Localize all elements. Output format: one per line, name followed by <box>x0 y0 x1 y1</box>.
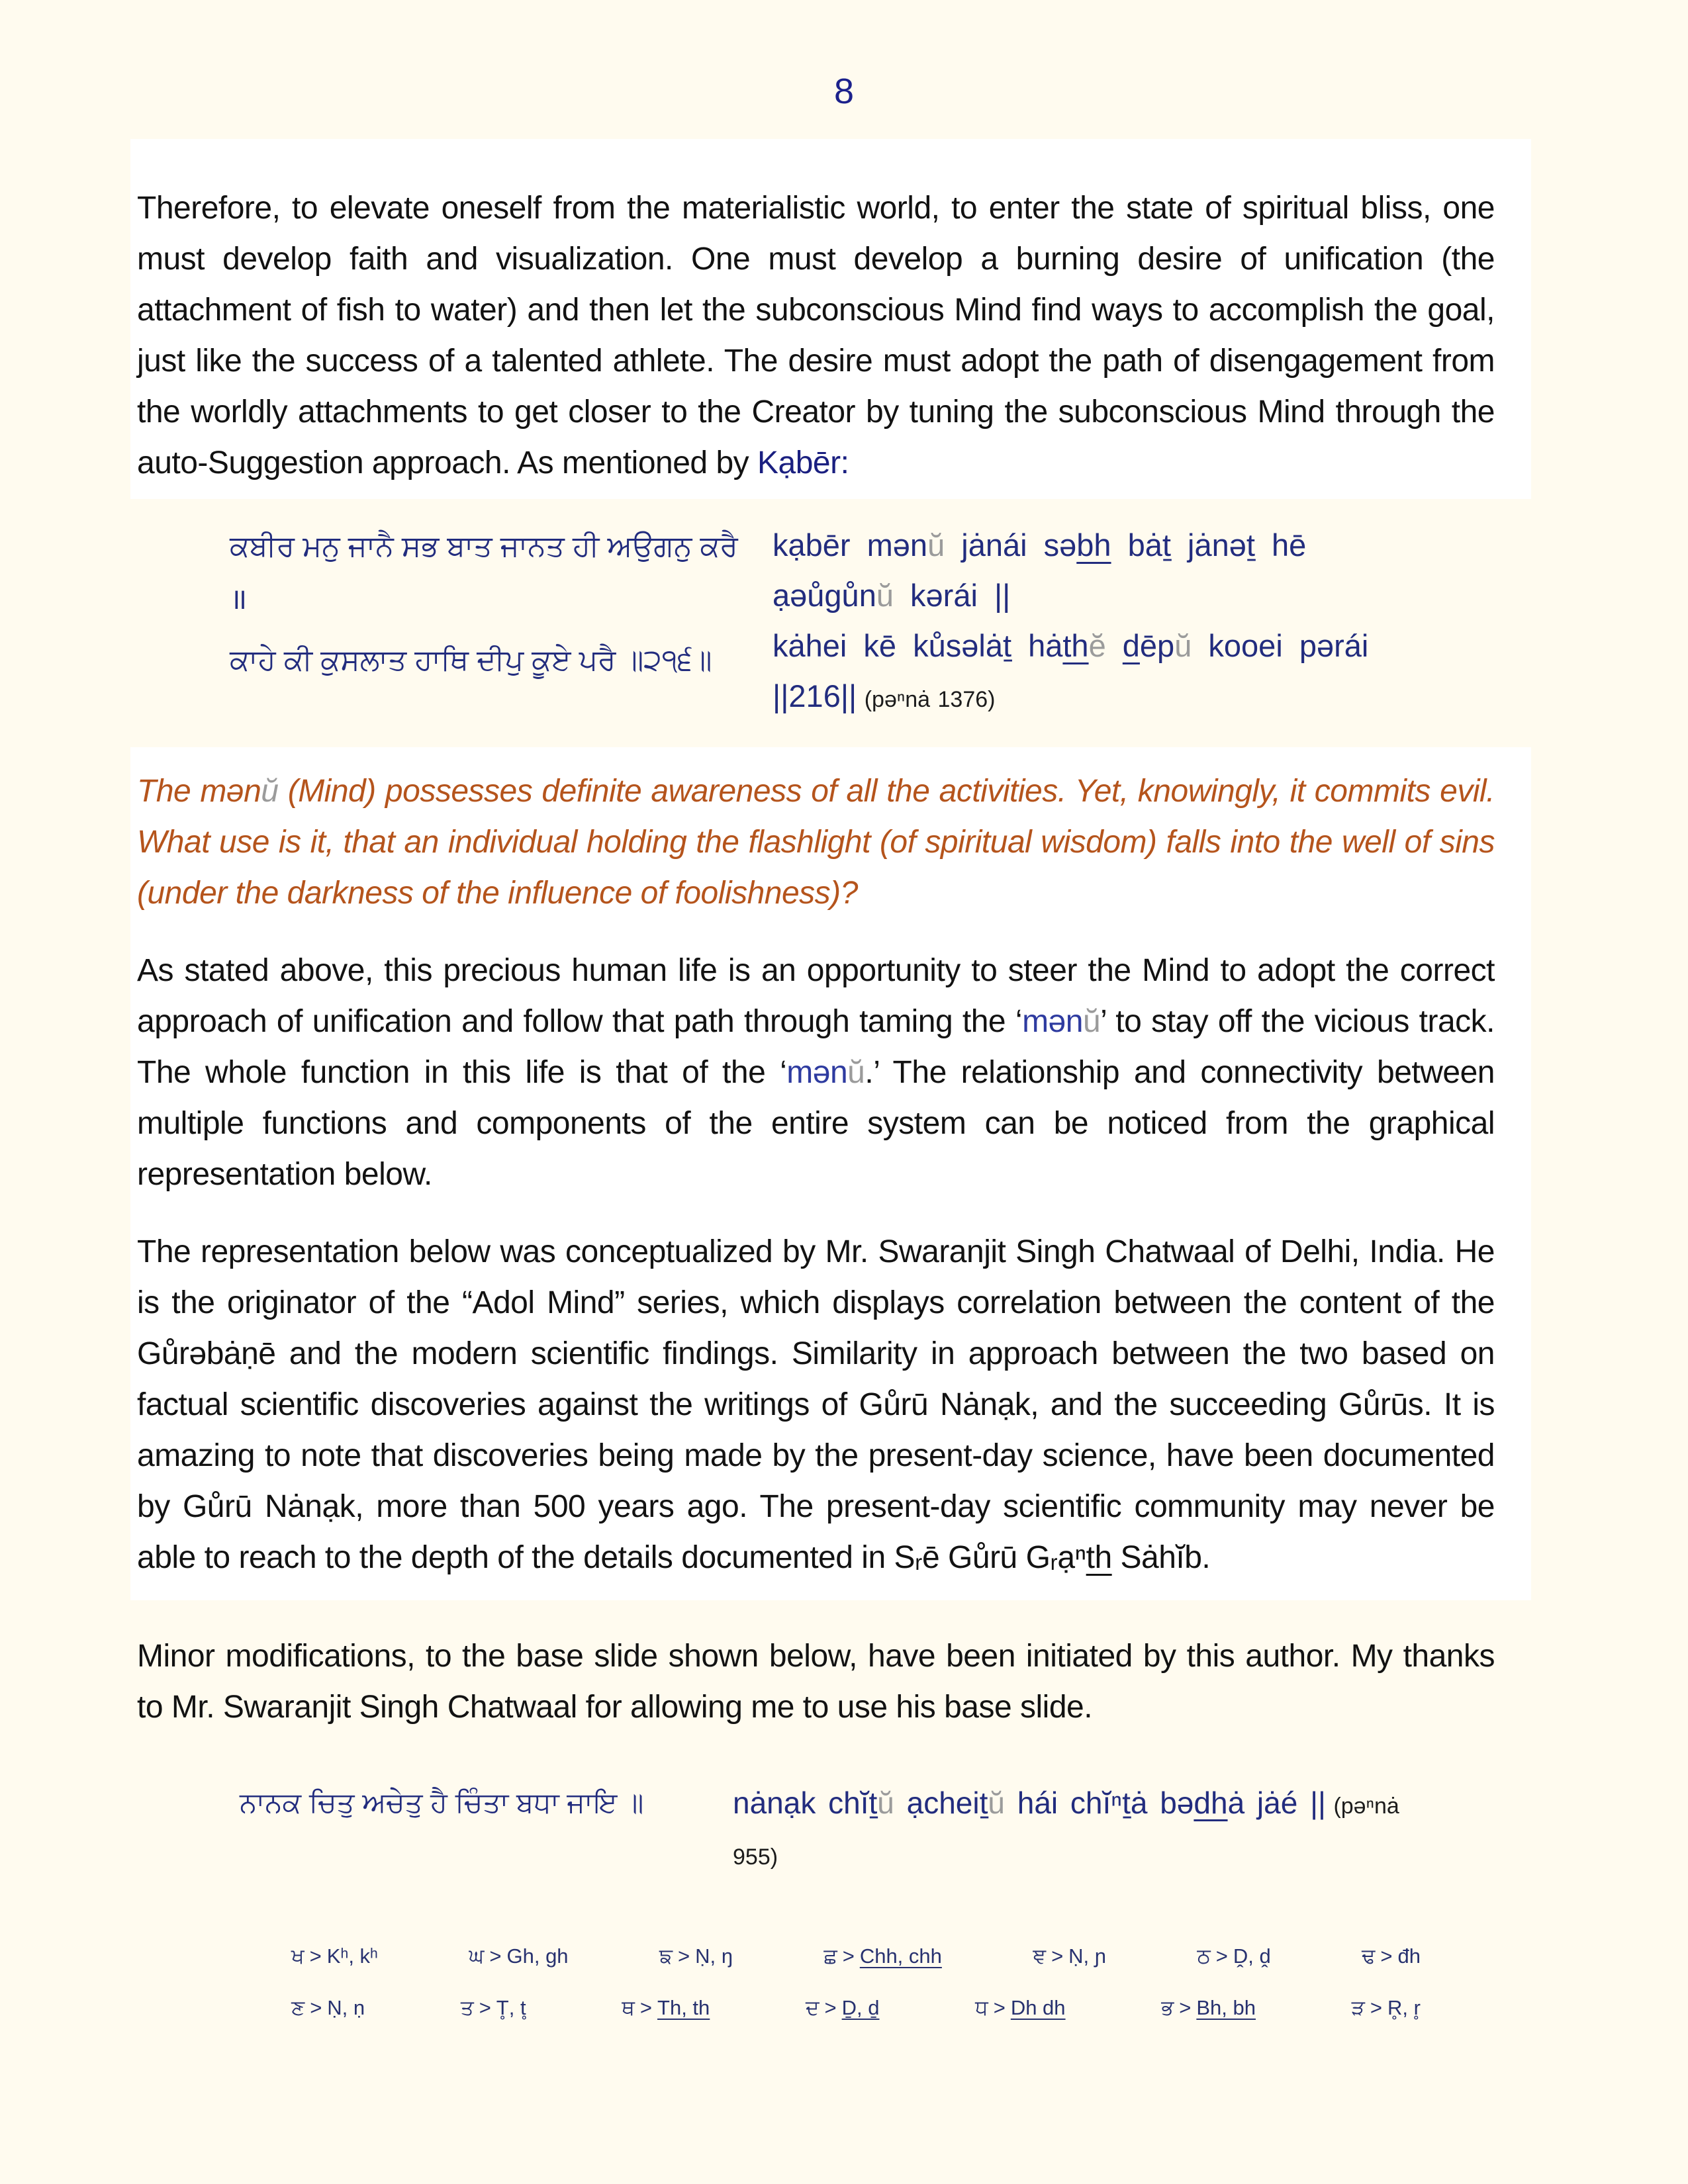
gurmukhi-letter: ਧ <box>975 1996 988 2019</box>
gurmukhi-line: ॥ <box>230 583 248 615</box>
transliteration-verse-1 <box>773 520 1531 725</box>
gurmukhi-letter: ਢ <box>1362 1944 1376 1968</box>
gurmukhi-letter: ਣ <box>291 1996 305 2019</box>
latin-equivalent: Kʰ, kʰ <box>326 1944 378 1968</box>
key-entry <box>469 1944 568 1969</box>
key-entry <box>291 1944 378 1969</box>
pronunciation-key-row-2 <box>291 1995 1421 2021</box>
transliteration-line: kȧhei kē kůsəlȧṯ hȧthĕ dēpŭ kooei pərái <box>773 628 1369 663</box>
key-separator: > <box>310 1996 322 2019</box>
gurmukhi-letter: ਛ <box>823 1944 837 1968</box>
key-entry <box>1161 1995 1256 2021</box>
key-entry <box>659 1944 733 1969</box>
latin-equivalent: Ḏ, ḏ <box>841 1996 880 2019</box>
key-entry <box>622 1995 710 2021</box>
paragraph-representation: The representation below was conceptualized by Mr. Swaranjit Singh Chatwaal of Delhi, India. He is the originator of the “Adol Mind” series, which displays correlation between the content of the Gůrəbȧṇē and the modern scientific findings. Similarity in approach between the two based on factual scientific discoveries against the writings of Gůrū Nȧnạk, and the succeeding Gůrūs. It is amazing to note that discoveries being made by the present-day science, have been documented by Gůrū Nȧnạk, more than 500 years ago. The present-day scientific community may never be able to reach to the depth of the details documented in Sᵣē Gůrū Gᵣạⁿth Sȧhĭb. <box>137 1234 1495 1575</box>
gurmukhi-verse-1 <box>230 520 773 725</box>
latin-equivalent: T̥, t̥ <box>496 1996 526 2019</box>
page-number: 8 <box>833 71 855 111</box>
latin-equivalent: Dh dh <box>1010 1996 1066 2019</box>
paragraph-minor-modifications: Minor modifications, to the base slide shown below, have been initiated by this author. My thanks to Mr. Swaranjit Singh Chatwaal for allowing me to use his base slide. <box>137 1639 1495 1725</box>
gurmukhi-letter: ਠ <box>1197 1944 1211 1968</box>
key-entry <box>806 1995 880 2021</box>
gurmukhi-letter: ਦ <box>805 1996 820 2019</box>
latin-equivalent: Gh, gh <box>506 1944 569 1968</box>
key-separator: > <box>1380 1944 1393 1968</box>
gurmukhi-letter: ਥ <box>622 1996 635 2019</box>
key-entry <box>1033 1944 1106 1969</box>
gurmukhi-verse-2 <box>240 1779 733 1881</box>
verse-translation: The mənŭ (Mind) possesses definite awareness of all the activities. Yet, knowingly, it commits evil. What use is it, that an individual holding the flashlight (of spiritual wisdom) falls into the well of sins (under the darkness of the influence of foolishness)? <box>137 774 1495 911</box>
paragraph-block-2 <box>130 747 1531 1600</box>
latin-equivalent: R̥, r̥ <box>1387 1996 1421 2019</box>
key-separator: > <box>1051 1944 1064 1968</box>
pronunciation-key <box>291 1944 1421 2021</box>
key-separator: > <box>1215 1944 1228 1968</box>
key-entry <box>975 1995 1065 2021</box>
gurmukhi-letter: ੜ <box>1351 1996 1365 2019</box>
key-separator: > <box>489 1944 502 1968</box>
key-separator: > <box>824 1996 837 2019</box>
gurmukhi-line: ਕਾਹੇ ਕੀ ਕੁਸਲਾਤ ਹਾਥਿ ਦੀਪੁ ਕੂਏ ਪਰੈ ॥੨੧੬॥ <box>230 644 712 676</box>
key-entry <box>461 1995 526 2021</box>
scripture-quote-2 <box>130 1779 1531 1881</box>
transliteration-line-with-page-ref: ||216|| (pəⁿnȧ 1376) <box>773 678 996 713</box>
key-entry <box>1362 1944 1421 1969</box>
key-entry <box>1352 1995 1421 2021</box>
gurmukhi-line: ਕਬੀਰ ਮਨੁ ਜਾਨੈ ਸਭ ਬਾਤ ਜਾਨਤ ਹੀ ਅਉਗਨੁ ਕਰੈ <box>230 530 738 563</box>
key-separator: > <box>479 1996 491 2019</box>
pronunciation-key-row-1 <box>291 1944 1421 1969</box>
gurmukhi-letter: ਖ <box>291 1944 305 1968</box>
page-ref-continued: 955) <box>733 1844 778 1870</box>
key-separator: > <box>993 1996 1006 2019</box>
latin-equivalent: Th, th <box>657 1996 710 2019</box>
transliteration-verse-2 <box>733 1779 1505 1881</box>
latin-equivalent: Ṇ, ṇ <box>327 1996 365 2019</box>
paragraph-block-1 <box>130 139 1531 499</box>
latin-equivalent: Ṇ, ŋ <box>695 1944 733 1968</box>
key-entry <box>1197 1944 1270 1969</box>
latin-equivalent: Ḓ, ḓ <box>1233 1944 1271 1968</box>
gurmukhi-letter: ਭ <box>1161 1996 1174 2019</box>
key-separator: > <box>678 1944 690 1968</box>
paragraph-intro: Therefore, to elevate oneself from the materialistic world, to enter the state of spiritual bliss, one must develop faith and visualization. One must develop a burning desire of unification (the attachment of fish to water) and then let the subconscious Mind find ways to accomplish the goal, just like the success of a talented athlete. The desire must adopt the path of disengagement from the worldly attachments to get closer to the Creator by tuning the subconscious Mind through the auto-Suggestion approach. As mentioned by Kạbēr: <box>137 191 1495 480</box>
gurmukhi-letter: ਤ <box>460 1996 474 2019</box>
key-separator: > <box>1179 1996 1192 2019</box>
gurmukhi-line: ਨਾਨਕ ਚਿਤੁ ਅਚੇਤੁ ਹੈ ਚਿੰਤਾ ਬਧਾ ਜਾਇ ॥ <box>240 1787 644 1818</box>
paragraph-as-stated-above: As stated above, this precious human life is an opportunity to steer the Mind to adopt the correct approach of unification and follow that path through taming the ‘mənŭ’ to stay off the vicious track. The whole function in this life is that of the ‘mənŭ.’ The relationship and connectivity between multiple functions and components of the entire system can be noticed from the graphical representation below. <box>137 953 1495 1192</box>
latin-equivalent: Chh, chh <box>859 1944 942 1968</box>
latin-equivalent: đh <box>1397 1944 1421 1968</box>
key-separator: > <box>639 1996 653 2019</box>
latin-equivalent: Bh, bh <box>1196 1996 1256 2019</box>
key-separator: > <box>842 1944 855 1968</box>
scripture-quote-1 <box>130 520 1531 725</box>
gurmukhi-letter: ਞ <box>1033 1944 1047 1968</box>
transliteration-line: ạəůgůnŭ kərái || <box>773 578 1011 613</box>
transliteration-line: kạbēr mənŭ jȧnái səbh bȧṯ jȧnəṯ hē <box>773 527 1307 563</box>
key-separator: > <box>309 1944 322 1968</box>
gurmukhi-letter: ਙ <box>659 1944 673 1968</box>
latin-equivalent: Ṇ, ɲ <box>1068 1944 1107 1968</box>
key-entry <box>823 1944 942 1969</box>
transliteration-line-with-page-ref: nȧnạk chĭṯŭ ạcheiṯŭ hái chĭⁿṯȧ bədhȧ jȧé || (pəⁿnȧ <box>733 1786 1399 1820</box>
key-entry <box>291 1995 365 2021</box>
page-content <box>130 139 1531 2021</box>
gurmukhi-letter: ਘ <box>469 1944 485 1968</box>
key-separator: > <box>1370 1996 1383 2019</box>
